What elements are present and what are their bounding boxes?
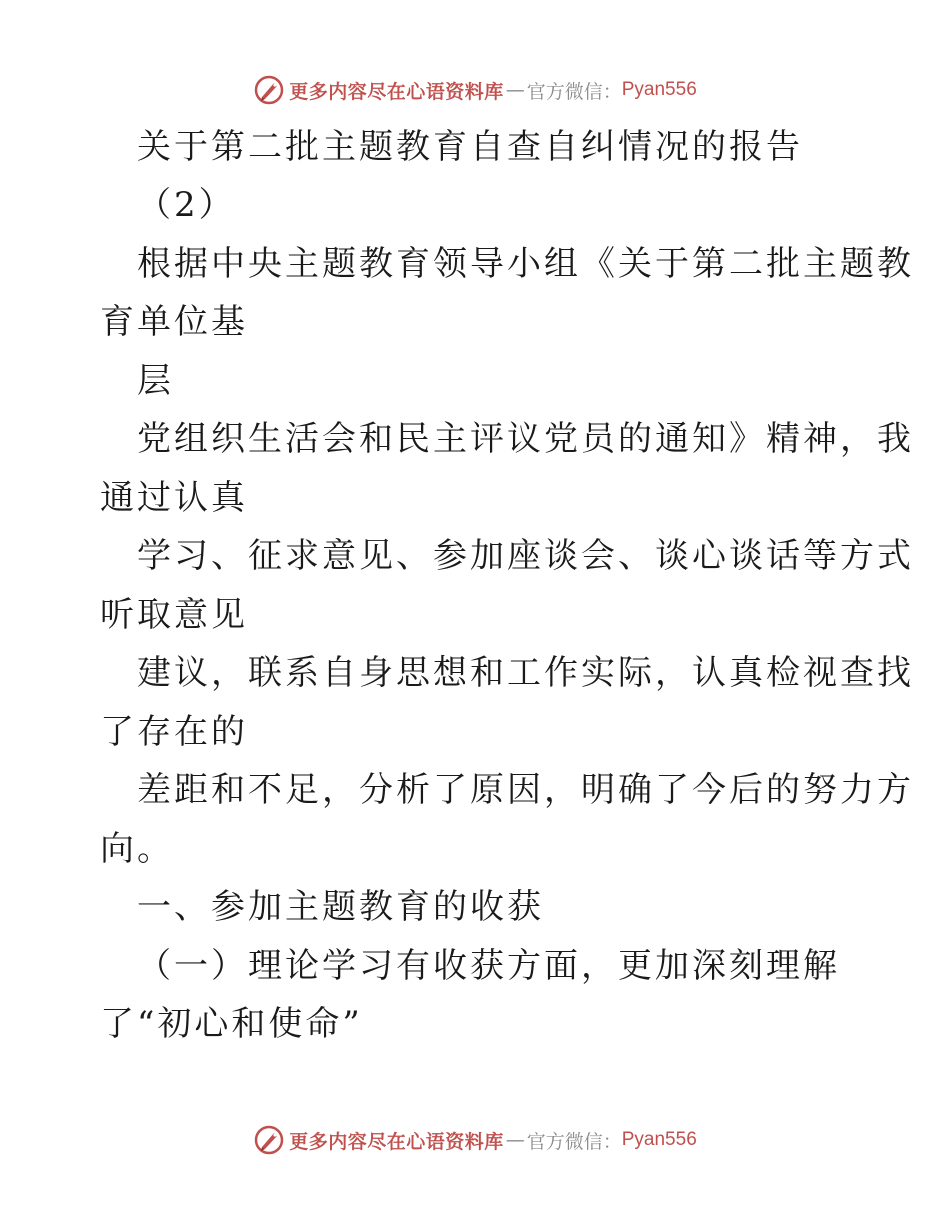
paragraph-line: 了存在的 — [100, 712, 248, 752]
section-heading: 一、参加主题教育的收获 — [137, 887, 544, 927]
subsection-heading: （一）理论学习有收获方面，更加深刻理解 — [137, 946, 840, 986]
document-subtitle: （2） — [137, 185, 236, 225]
paragraph-line: 育单位基 — [100, 302, 248, 342]
paragraph-line: 学习、征求意见、参加座谈会、谈心谈话等方式 — [137, 536, 914, 576]
paragraph-line: 层 — [137, 361, 174, 401]
pen-logo-icon — [253, 1124, 285, 1156]
watermark-contact-label: 官方微信： — [526, 80, 622, 103]
watermark-title: 更多内容尽在心语资料库 — [289, 80, 504, 103]
watermark-dash: — — [505, 1129, 525, 1151]
footer-watermark — [0, 1120, 950, 1160]
header-watermark — [0, 70, 950, 110]
paragraph-line: 建议，联系自身思想和工作实际，认真检视查找 — [137, 653, 914, 693]
watermark-dash: — — [505, 79, 525, 101]
paragraph-line: 通过认真 — [100, 478, 248, 518]
watermark-wechat-id: Pyan556 — [621, 1129, 697, 1150]
paragraph-line: 向。 — [100, 829, 174, 869]
paragraph-line: 根据中央主题教育领导小组《关于第二批主题教 — [137, 244, 914, 284]
paragraph-line: 差距和不足，分析了原因，明确了今后的努力方 — [137, 770, 914, 810]
paragraph-line: 了“初心和使命” — [100, 1004, 363, 1044]
document-title: 关于第二批主题教育自查自纠情况的报告 — [137, 127, 803, 167]
paragraph-line: 党组织生活会和民主评议党员的通知》精神，我 — [137, 419, 914, 459]
pen-logo-icon — [253, 74, 285, 106]
watermark-title: 更多内容尽在心语资料库 — [289, 1130, 504, 1153]
paragraph-line: 听取意见 — [100, 595, 248, 635]
watermark-contact-label: 官方微信： — [526, 1130, 622, 1153]
watermark-wechat-id: Pyan556 — [621, 79, 697, 100]
